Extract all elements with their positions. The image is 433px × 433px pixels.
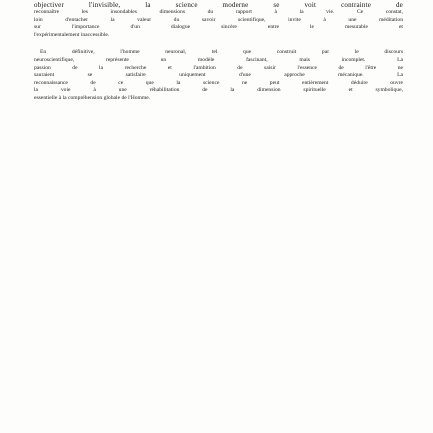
- text-line: objectiver l'invisible, la science moderne se voit contrainte de: [34, 1, 403, 9]
- text-line: reconnaissance de ce que la science ne peut entièrement déduire ouvre: [34, 79, 403, 86]
- text-line: neuroscientifique, représente un modèle fascinant, mais incomplet. La: [34, 56, 403, 63]
- text-line: sur l'importance d'un dialogue sincère entre le mesurable et: [34, 24, 403, 31]
- text-line: En définitive, l'homme neuronal, tel que construit par le discours: [40, 49, 403, 56]
- paragraph-bottom: [34, 49, 403, 102]
- text-line: sauraient se satisfaire uniquement d'une approche mécanique. La: [34, 72, 403, 79]
- text-line: essentielle à la compréhension globale de l'Homme.: [34, 94, 151, 101]
- text-line: reconnaître les insondables dimensions du rapport à la vie. Ce constat,: [34, 9, 403, 15]
- text-line: passion de la recherche et l'ambition de saisir l'essence de l'être ne: [34, 64, 403, 71]
- text-line: l'expérimentalement inaccessible.: [34, 31, 110, 38]
- paragraph-top: [34, 0, 403, 39]
- text-line: la voie à une réhabilitation de la dimension spirituelle et symbolique,: [34, 87, 403, 94]
- text-line: loin d'entacher la valeur du savoir scientifique, invite à une méditation: [34, 16, 403, 23]
